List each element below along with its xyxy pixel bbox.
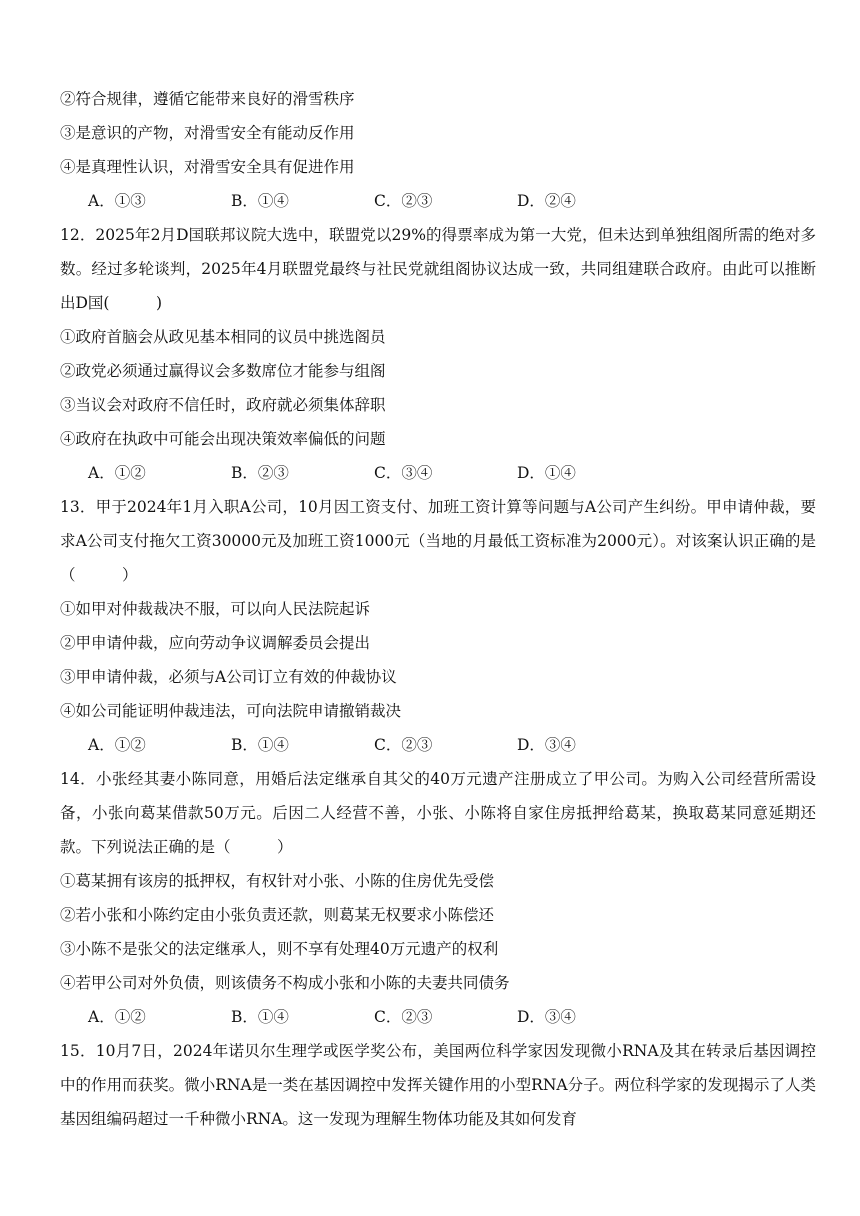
option-2: ②符合规律，遵循它能带来良好的滑雪秩序 bbox=[60, 90, 355, 108]
choice-c: C．③④ bbox=[374, 464, 433, 482]
option-3: ③是意识的产物，对滑雪安全有能动反作用 bbox=[60, 124, 355, 142]
option-3: ③小陈不是张父的法定继承人，则不享有处理40万元遗产的权利 bbox=[60, 940, 499, 958]
question-11-tail bbox=[60, 82, 820, 218]
question-13 bbox=[60, 490, 820, 762]
choice-a: A．①② bbox=[88, 736, 146, 754]
question-stem: 14．小张经其妻小陈同意，用婚后法定继承自其父的40万元遗产注册成立了甲公司。为购入公司经营所需设备，小张向葛某借款50万元。后因二人经营不善，小张、小陈将自家住房抵押给葛某，换取葛某同意延期还款。下列说法正确的是（ ） bbox=[60, 770, 816, 856]
question-12 bbox=[60, 218, 820, 490]
choice-a: A．①② bbox=[88, 464, 146, 482]
option-4: ④若甲公司对外负债，则该债务不构成小张和小陈的夫妻共同债务 bbox=[60, 974, 510, 992]
choice-b: B．①④ bbox=[231, 1008, 289, 1026]
option-4: ④如公司能证明仲裁违法，可向法院申请撤销裁决 bbox=[60, 702, 402, 720]
question-stem: 13．甲于2024年1月入职A公司，10月因工资支付、加班工资计算等问题与A公司产生纠纷。甲申请仲裁，要求A公司支付拖欠工资30000元及加班工资1000元（当地的月最低工资标准为2000元）。对该案认识正确的是（ ） bbox=[60, 498, 816, 584]
option-1: ①政府首脑会从政见基本相同的议员中挑选阁员 bbox=[60, 328, 386, 346]
answer-choices bbox=[60, 728, 820, 762]
choice-d: D．②④ bbox=[517, 192, 576, 210]
question-14 bbox=[60, 762, 820, 1034]
option-2: ②若小张和小陈约定由小张负责还款，则葛某无权要求小陈偿还 bbox=[60, 906, 495, 924]
choice-b: B．②③ bbox=[231, 464, 289, 482]
option-4: ④是真理性认识，对滑雪安全具有促进作用 bbox=[60, 158, 355, 176]
choice-d: D．③④ bbox=[517, 736, 576, 754]
choice-a: A．①② bbox=[88, 1008, 146, 1026]
answer-choices bbox=[60, 456, 820, 490]
question-stem: 15．10月7日，2024年诺贝尔生理学或医学奖公布，美国两位科学家因发现微小RNA及其在转录后基因调控中的作用而获奖。微小RNA是一类在基因调控中发挥关键作用的小型RNA分子。两位科学家的发现揭示了人类基因组编码超过一千种微小RNA。这一发现为理解生物体功能及其如何发育 bbox=[60, 1042, 816, 1128]
answer-choices bbox=[60, 1000, 820, 1034]
option-2: ②甲申请仲裁，应向劳动争议调解委员会提出 bbox=[60, 634, 371, 652]
question-stem: 12．2025年2月D国联邦议院大选中，联盟党以29%的得票率成为第一大党，但未达到单独组阁所需的绝对多数。经过多轮谈判，2025年4月联盟党最终与社民党就组阁协议达成一致，共同组建联合政府。由此可以推断出D国( ) bbox=[60, 226, 816, 312]
choice-c: C．②③ bbox=[374, 192, 433, 210]
option-3: ③甲申请仲裁，必须与A公司订立有效的仲裁协议 bbox=[60, 668, 397, 686]
choice-d: D．①④ bbox=[517, 464, 576, 482]
option-2: ②政党必须通过赢得议会多数席位才能参与组阁 bbox=[60, 362, 386, 380]
choice-b: B．①④ bbox=[231, 192, 289, 210]
choice-a: A．①③ bbox=[88, 192, 146, 210]
option-4: ④政府在执政中可能会出现决策效率偏低的问题 bbox=[60, 430, 386, 448]
choice-c: C．②③ bbox=[374, 1008, 433, 1026]
choice-b: B．①④ bbox=[231, 736, 289, 754]
choice-d: D．③④ bbox=[517, 1008, 576, 1026]
answer-choices bbox=[60, 184, 820, 218]
choice-c: C．②③ bbox=[374, 736, 433, 754]
option-1: ①葛某拥有该房的抵押权，有权针对小张、小陈的住房优先受偿 bbox=[60, 872, 495, 890]
option-1: ①如甲对仲裁裁决不服，可以向人民法院起诉 bbox=[60, 600, 371, 618]
question-15 bbox=[60, 1034, 820, 1136]
option-3: ③当议会对政府不信任时，政府就必须集体辞职 bbox=[60, 396, 386, 414]
